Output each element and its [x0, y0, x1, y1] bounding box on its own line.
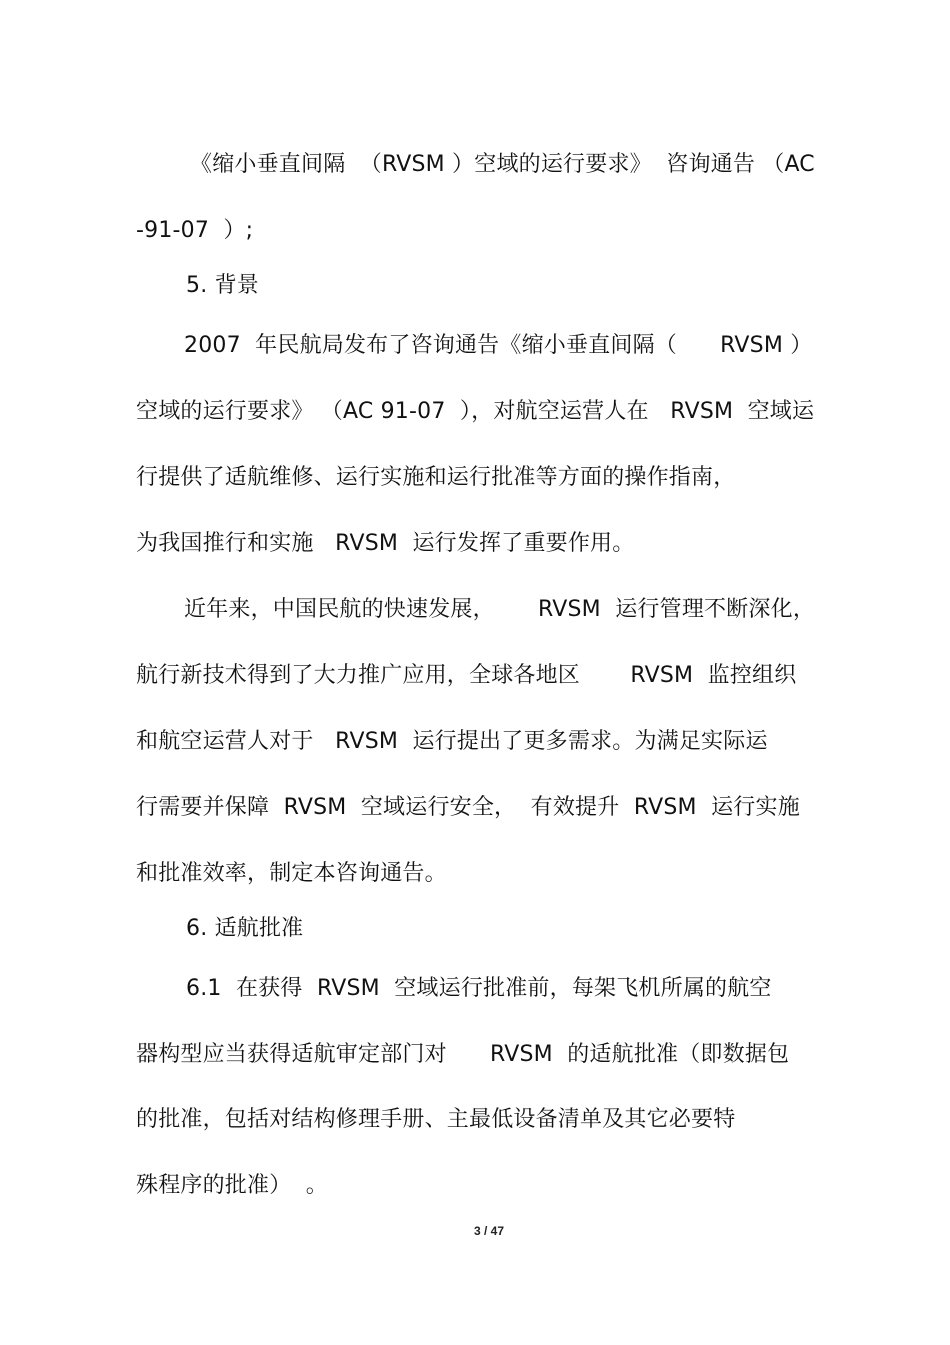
text-line: 行提供了适航维修、运行实施和运行批准等方面的操作指南，	[136, 465, 736, 490]
text-line: 6.1 在获得 RVSM 空域运行批准前，每架飞机所属的航空	[186, 976, 772, 1001]
text-line: 和批准效率，制定本咨询通告。	[136, 861, 447, 886]
text-line: 器构型应当获得适航审定部门对 RVSM 的适航批准（即数据包	[136, 1042, 790, 1067]
page-number: 3 / 47	[473, 1224, 505, 1238]
text-line: 《缩小垂直间隔 （RVSM ）空域的运行要求》 咨询通告 （AC	[190, 152, 815, 177]
text-line: 和航空运营人对于 RVSM 运行提出了更多需求。为满足实际运	[136, 729, 768, 754]
text-line: 殊程序的批准） 。	[136, 1173, 328, 1198]
text-line: -91-07 ）;	[136, 218, 254, 243]
text-line: 航行新技术得到了大力推广应用，全球各地区 RVSM 监控组织	[136, 663, 797, 688]
section-heading-background: 5. 背景	[186, 273, 259, 298]
text-line: 空域的运行要求》 （AC 91-07 ），对航空运营人在 RVSM 空域运	[136, 399, 815, 424]
text-line: 近年来，中国民航的快速发展， RVSM 运行管理不断深化，	[184, 597, 816, 622]
text-line: 的批准，包括对结构修理手册、主最低设备清单及其它必要特	[136, 1107, 736, 1132]
text-line: 为我国推行和实施 RVSM 运行发挥了重要作用。	[136, 531, 635, 556]
text-line: 行需要并保障 RVSM 空域运行安全， 有效提升 RVSM 运行实施	[136, 795, 800, 820]
section-heading-airworthiness: 6. 适航批准	[186, 916, 304, 941]
text-line: 2007 年民航局发布了咨询通告《缩小垂直间隔（ RVSM ）	[184, 333, 813, 358]
